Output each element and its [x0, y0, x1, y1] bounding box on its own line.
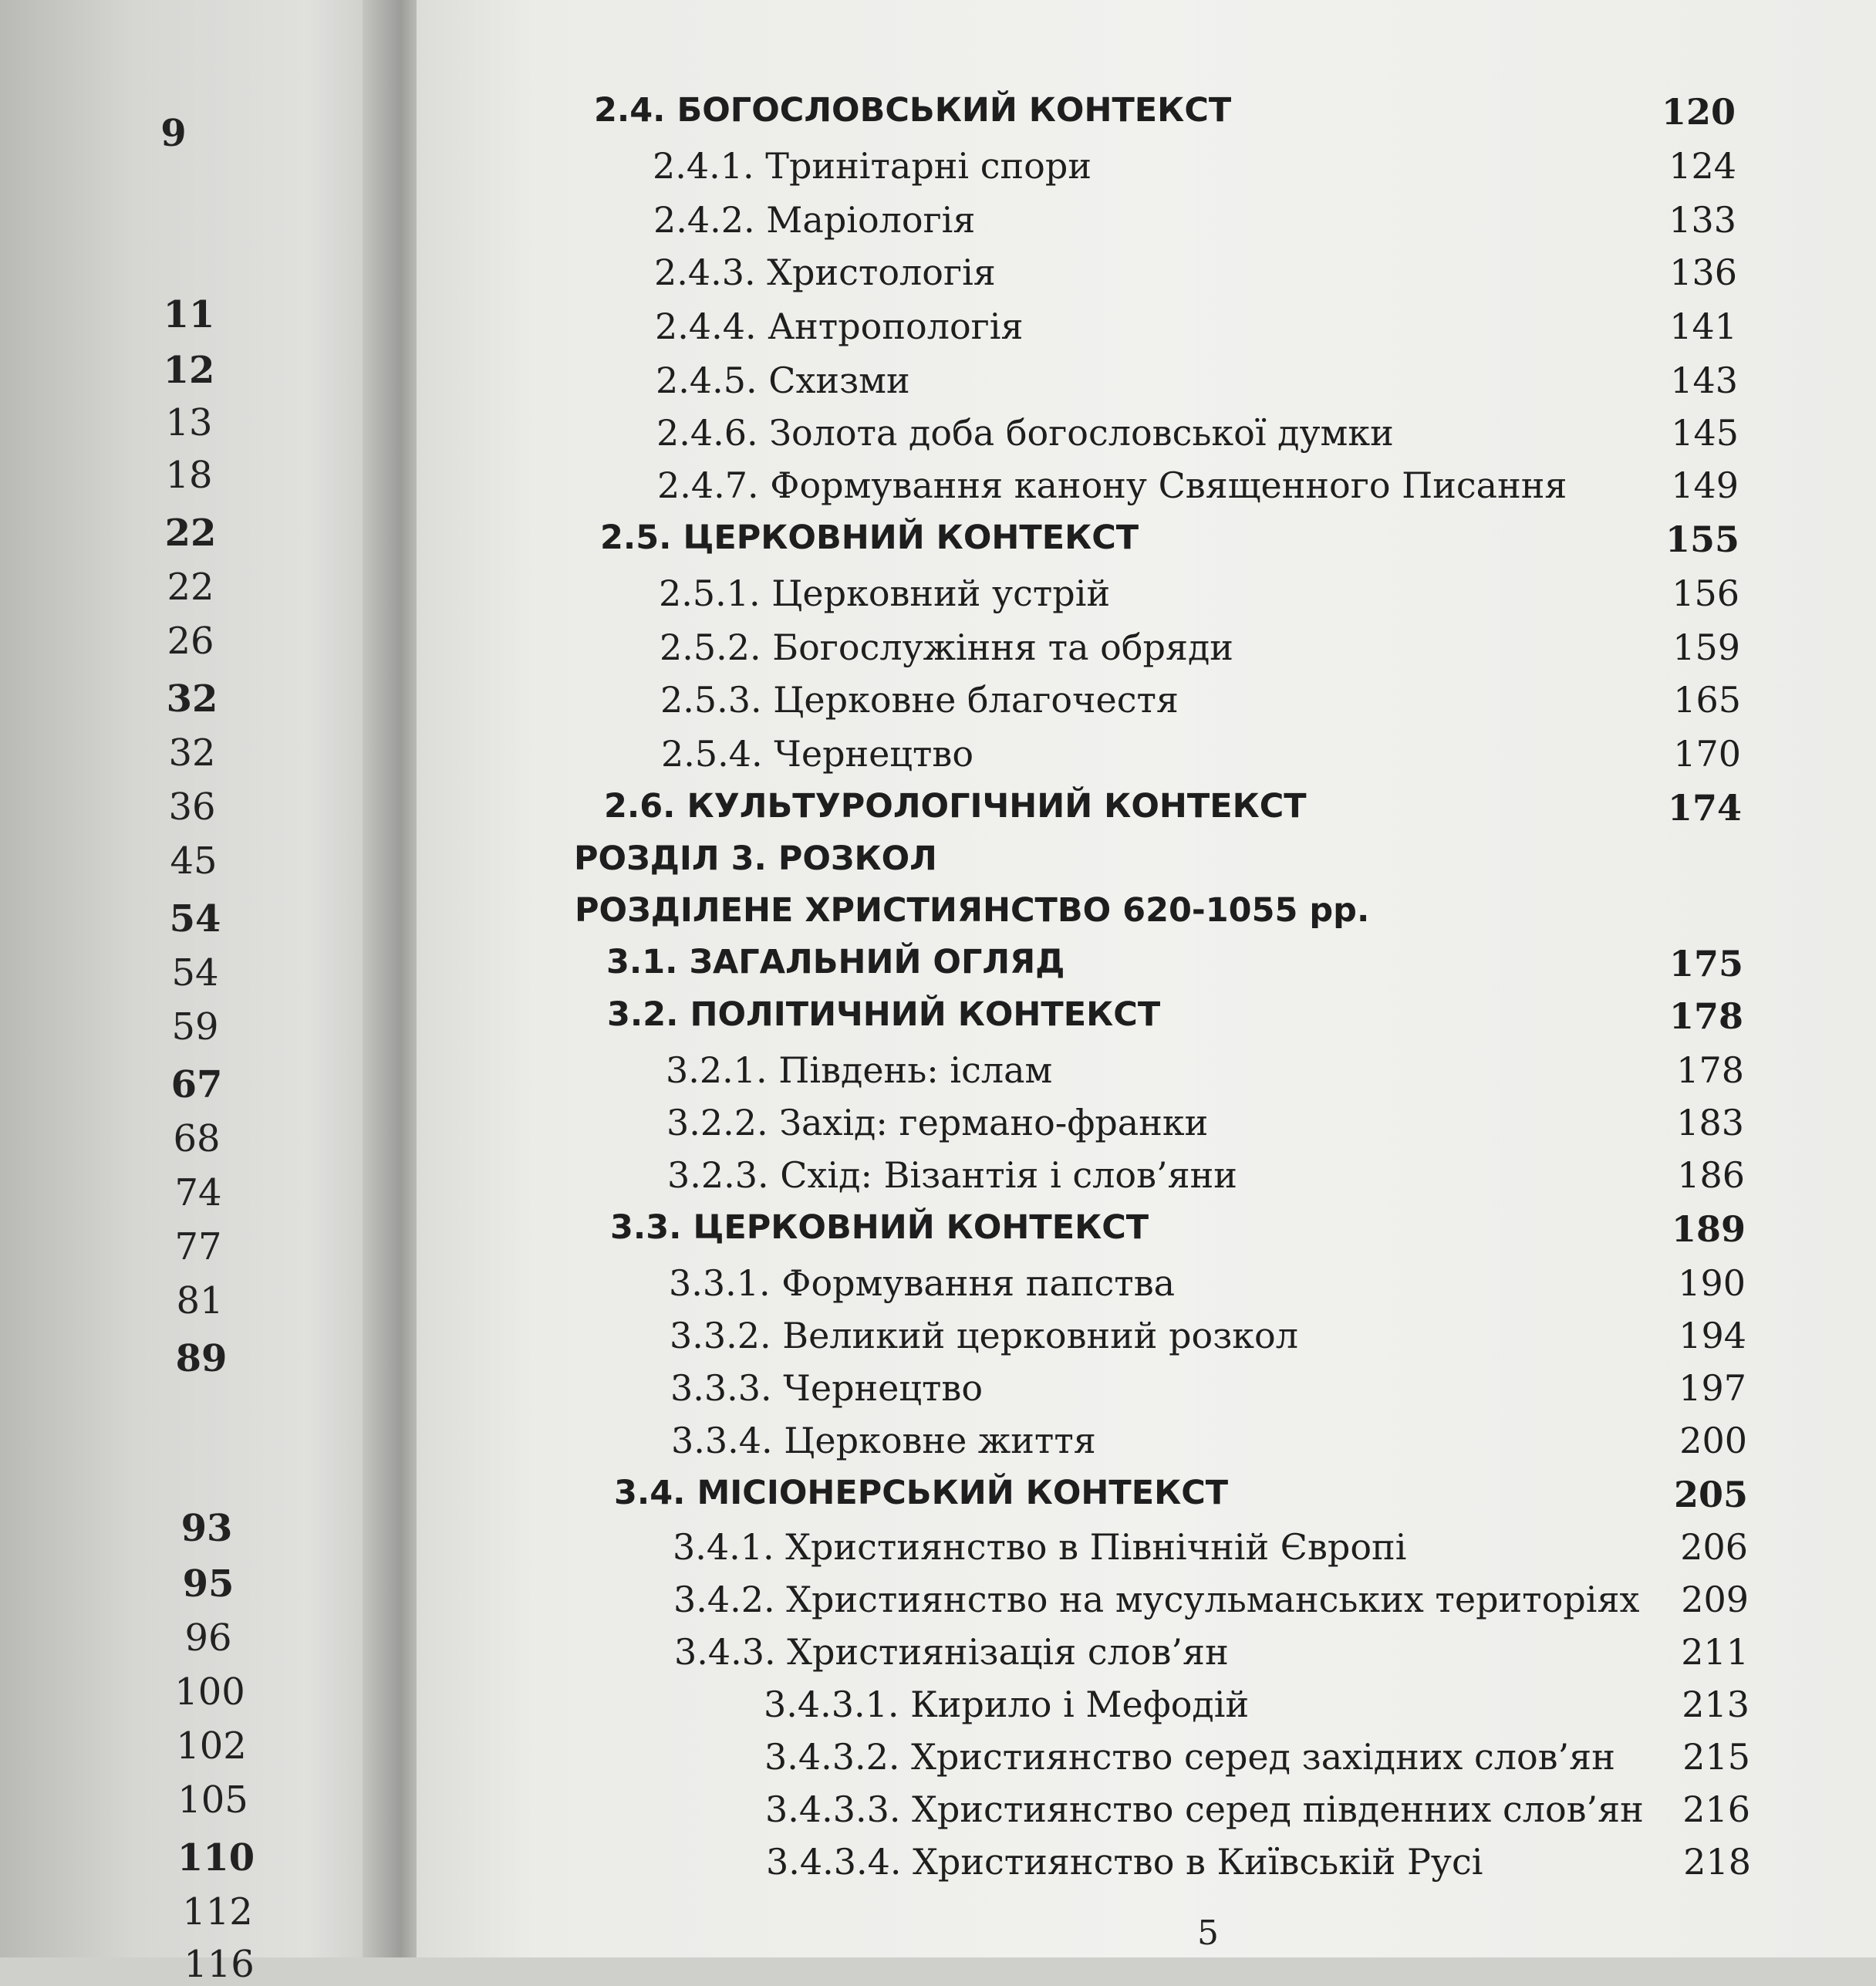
toc-chapter-title: РОЗДІЛЕНЕ ХРИСТИЯНСТВО 620-1055 рр. [575, 891, 1370, 930]
toc-section-title: 2.6. КУЛЬТУРОЛОГІЧНИЙ КОНТЕКСТ [604, 787, 1307, 826]
toc-section-title: 3.4. МІСІОНЕРСЬКИЙ КОНТЕКСТ [614, 1474, 1229, 1512]
toc-page-number: 216 [1682, 1788, 1750, 1830]
left-page-number: 74 [174, 1171, 222, 1214]
toc-page-number: 209 [1681, 1579, 1749, 1620]
toc-chapter-title: РОЗДІЛ 3. РОЗКОЛ [574, 839, 937, 878]
toc-section-title: 2.5. ЦЕРКОВНИЙ КОНТЕКСТ [600, 518, 1139, 557]
toc-section-title: 3.1. ЗАГАЛЬНИЙ ОГЛЯД [606, 943, 1065, 981]
toc-page-number: 205 [1673, 1474, 1748, 1515]
toc-subsection-title: 2.5.3. Церковне благочестя [660, 679, 1179, 721]
toc-subsection-title: 3.2.1. Південь: іслам [666, 1049, 1053, 1091]
toc-section-title: 3.2. ПОЛІТИЧНИЙ КОНТЕКСТ [607, 995, 1161, 1034]
left-page-number: 102 [176, 1724, 247, 1768]
left-page-number: 110 [177, 1836, 255, 1880]
toc-page-number: 133 [1668, 199, 1736, 241]
toc-page-number: 190 [1678, 1262, 1746, 1304]
toc-page-number: 183 [1676, 1102, 1744, 1143]
toc-page-number: 120 [1661, 91, 1736, 133]
toc-page-number: 189 [1671, 1208, 1746, 1250]
toc-page-number: 215 [1682, 1736, 1750, 1778]
toc-page-number: 178 [1668, 995, 1743, 1037]
toc-page-number: 200 [1679, 1420, 1747, 1461]
toc-subsection-title: 2.4.4. Антропологія [655, 306, 1024, 347]
left-page-number: 32 [166, 677, 218, 721]
toc-page-number: 178 [1676, 1049, 1744, 1091]
toc-subsection-title: 2.4.1. Тринітарні спори [653, 145, 1092, 187]
toc-subsection-title: 3.4.3.1. Кирило і Мефодій [764, 1684, 1250, 1725]
toc-page-number: 145 [1671, 412, 1739, 454]
left-page-number: 11 [163, 293, 215, 336]
toc-subsection-title: 2.5.1. Церковний устрій [659, 572, 1111, 614]
left-page-number: 13 [165, 401, 213, 444]
toc-subsection-title: 2.5.4. Чернецтво [661, 733, 974, 775]
toc-section-title: 2.4. БОГОСЛОВСЬКИЙ КОНТЕКСТ [594, 91, 1232, 130]
toc-page-number: 149 [1671, 464, 1739, 506]
left-page-number: 89 [175, 1337, 228, 1380]
toc-subsection-title: 3.2.3. Схід: Візантія і слов’яни [667, 1154, 1237, 1196]
toc-subsection-title: 3.4.3.2. Християнство серед західних слов’ян [764, 1736, 1615, 1778]
toc-subsection-title: 2.4.7. Формування канону Священного Писання [657, 464, 1567, 506]
page-number: 5 [1197, 1913, 1219, 1953]
toc-page-number: 218 [1683, 1841, 1751, 1883]
left-page-number: 36 [168, 785, 216, 829]
left-page-number: 18 [165, 454, 213, 497]
toc-section-title: 3.3. ЦЕРКОВНИЙ КОНТЕКСТ [610, 1208, 1149, 1247]
toc-subsection-title: 3.4.3.3. Християнство серед південних слов’ян [765, 1788, 1644, 1830]
toc-subsection-title: 3.4.3. Християнізація слов’ян [674, 1631, 1229, 1673]
left-page-number: 96 [184, 1616, 232, 1660]
left-page-number: 32 [168, 731, 216, 775]
left-page-number: 22 [167, 566, 214, 609]
toc-subsection-title: 2.4.6. Золота доба богословської думки [656, 412, 1394, 454]
toc-subsection-title: 3.2.2. Захід: германо-франки [666, 1102, 1209, 1143]
left-page-number: 54 [169, 897, 221, 941]
left-page-number: 81 [176, 1279, 224, 1322]
toc-page-number: 197 [1679, 1367, 1746, 1409]
toc-subsection-title: 3.3.3. Чернецтво [670, 1367, 984, 1409]
toc-subsection-title: 3.3.2. Великий церковний розкол [670, 1315, 1298, 1356]
toc-subsection-title: 3.4.1. Християнство в Північній Європі [673, 1526, 1407, 1568]
toc-page-number: 165 [1673, 679, 1741, 721]
left-page-number: 112 [182, 1890, 253, 1934]
toc-subsection-title: 2.4.3. Христологія [654, 252, 996, 293]
toc-page-number: 156 [1672, 572, 1739, 614]
toc-subsection-title: 2.4.5. Схизми [656, 360, 910, 401]
toc-page-number: 194 [1679, 1315, 1746, 1356]
left-page-number: 22 [164, 512, 217, 555]
left-page-number: 9 [160, 112, 187, 155]
toc-page-number: 141 [1669, 306, 1737, 347]
toc-page-number: 170 [1673, 733, 1741, 775]
toc-subsection-title: 3.4.2. Християнство на мусульманських територіях [673, 1579, 1640, 1620]
left-page-number: 116 [184, 1943, 255, 1986]
left-page-number: 93 [181, 1507, 233, 1550]
left-page-number: 59 [171, 1005, 219, 1049]
left-page-number: 54 [171, 951, 219, 995]
toc-page-number: 186 [1677, 1154, 1745, 1196]
toc-page-number: 159 [1672, 627, 1740, 668]
toc-subsection-title: 3.4.3.4. Християнство в Київській Русі [766, 1841, 1483, 1883]
toc-subsection-title: 3.3.1. Формування папства [669, 1262, 1176, 1304]
toc-page-number: 124 [1668, 145, 1736, 187]
left-page-number: 105 [177, 1778, 248, 1822]
toc-page-number: 155 [1665, 518, 1739, 560]
toc-page-number: 136 [1669, 252, 1737, 293]
left-page-number: 95 [182, 1562, 235, 1606]
left-page-number: 26 [167, 620, 214, 663]
left-page-number: 12 [163, 349, 215, 392]
left-page-number: 67 [170, 1063, 223, 1106]
toc-subsection-title: 2.5.2. Богослужіння та обряди [660, 627, 1233, 668]
toc-page-number: 143 [1670, 360, 1738, 401]
left-page-number: 77 [174, 1225, 222, 1268]
left-page-number: 45 [170, 839, 218, 883]
toc-page-number: 175 [1668, 943, 1743, 985]
toc-page-number: 174 [1667, 787, 1742, 829]
toc-page-number: 213 [1682, 1684, 1749, 1725]
toc-page-number: 206 [1680, 1526, 1748, 1568]
toc-page-number: 211 [1681, 1631, 1749, 1673]
toc-subsection-title: 3.3.4. Церковне життя [671, 1420, 1096, 1461]
left-page-number: 100 [174, 1670, 245, 1714]
left-page-number: 68 [173, 1117, 221, 1160]
toc-subsection-title: 2.4.2. Маріологія [653, 199, 976, 241]
